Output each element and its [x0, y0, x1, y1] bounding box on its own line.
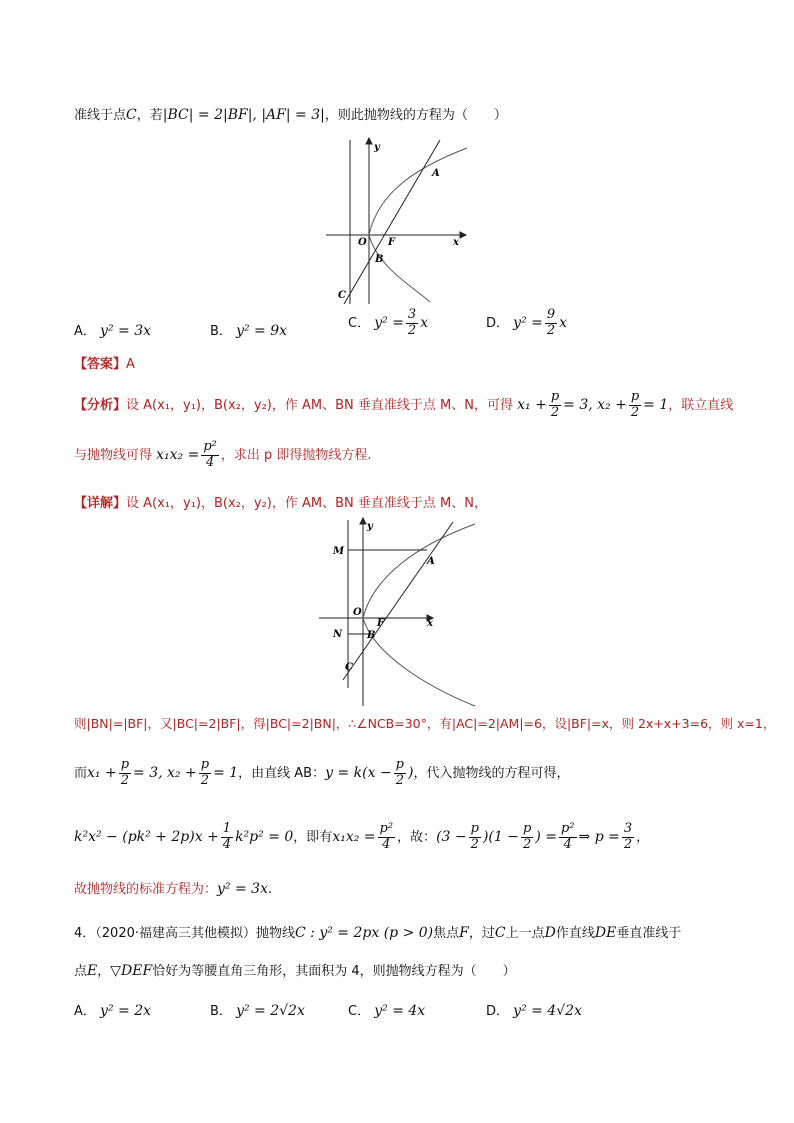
fig2-label-y: y — [367, 521, 373, 532]
fig1-label-o: O — [358, 237, 367, 248]
analysis-line-1: 【分析】设 A(x₁，y₁)，B(x₂，y₂)，作 AM、BN 垂直准线于点 M、N，可得 x₁ + $\frac{p}{2}$ = 3, x₂ + $\frac{p}{2}$ = 1，联立直线 — [74, 389, 734, 420]
y-arrow-icon — [366, 138, 372, 144]
fig2-label-o: O — [353, 607, 362, 618]
q4-line-2: 点E，▽DEF恰好为等腰直角三角形，其面积为 4，则抛物线方程为（ ） — [74, 963, 516, 979]
q4-line-1: 4．（2020·福建高三其他模拟）抛物线C : y² = 2px (p > 0)焦点F，过C上一点D作直线DE垂直准线于 — [74, 925, 682, 941]
fig1-label-b: B — [375, 254, 384, 265]
detail-line-4: k²x² − (pk² + 2p)x + $\frac{1}{4}$ k²p² = 0，即有x₁x₂ = $\frac{\text{p²}}{4}$ ，故：(3 − $\frac{p}{2}$ )(1 − $\frac{p}{2}$ ) = $\frac{\text{p²}}{4}$ ⇒ p = $\frac{3}{2}$ ， — [74, 821, 650, 852]
q4-option-d[interactable]: D． y² = 4√2x — [486, 1003, 582, 1019]
analysis-line-2: 与抛物线可得 x₁x₂ = $\frac{\text{p²}}{4}$ ，求出 p 即得抛物线方程. — [74, 439, 372, 470]
fig1-label-a: A — [432, 168, 440, 179]
fig2-label-n: N — [333, 629, 343, 640]
fig1-label-x: x — [453, 237, 459, 248]
fig2-label-m: M — [333, 546, 345, 557]
detail-line-1: 【详解】设 A(x₁，y₁)，B(x₂，y₂)，作 AM、BN 垂直准线于点 M、N， — [74, 496, 487, 511]
detail-line-2: 则|BN|=|BF|，又|BC|=2|BF|，得|BC|=2|BN|，∴∠NCB=30°，有|AC|=2|AM|=6，设|BF|=x，则 2x+x+3=6，则 x=1， — [74, 716, 776, 731]
q3-option-a[interactable]: A． y² = 3x — [74, 323, 152, 339]
fig2-label-x: x — [427, 618, 433, 629]
q4-option-a[interactable]: A． y² = 2x — [74, 1003, 152, 1019]
fig2-label-b: B — [367, 630, 376, 641]
fig1-label-c: C — [338, 290, 346, 301]
x-arrow-icon — [460, 232, 466, 238]
q3-option-d[interactable]: D． y² = $\frac{9}{2}$ x — [486, 307, 568, 338]
fig1-label-y: y — [374, 142, 380, 153]
line-ab — [343, 522, 453, 680]
q4-option-b[interactable]: B． y² = 2√2x — [210, 1003, 305, 1019]
fig1-label-f: F — [388, 237, 396, 248]
fig2-label-c: C — [345, 662, 353, 673]
fig2-label-a: A — [427, 556, 435, 567]
line-ab — [344, 140, 440, 304]
detail-line-5: 故抛物线的标准方程为：y² = 3x. — [74, 881, 273, 897]
q3-option-b[interactable]: B． y² = 9x — [210, 323, 288, 339]
q4-option-c[interactable]: C． y² = 4x — [348, 1003, 426, 1019]
detail-line-3: 而x₁ + $\frac{p}{2}$ = 3, x₂ + $\frac{p}{2}$ = 1，由直线 AB：y = k(x − $\frac{p}{2}$ )，代入抛物线的方程可得， — [74, 757, 570, 788]
figure-1 — [320, 138, 480, 308]
q3-option-c[interactable]: C． y² = $\frac{3}{2}$ x — [348, 307, 429, 338]
y-arrow-icon — [360, 518, 366, 524]
figure-2 — [315, 518, 485, 708]
q3-stem: 准线于点C，若|BC| = 2|BF|, |AF| = 3|，则此抛物线的方程为（ ） — [74, 107, 507, 123]
answer: 【答案】A — [74, 357, 135, 372]
parabola — [363, 524, 475, 706]
parabola — [369, 148, 467, 302]
fig2-label-f: F — [377, 618, 385, 629]
